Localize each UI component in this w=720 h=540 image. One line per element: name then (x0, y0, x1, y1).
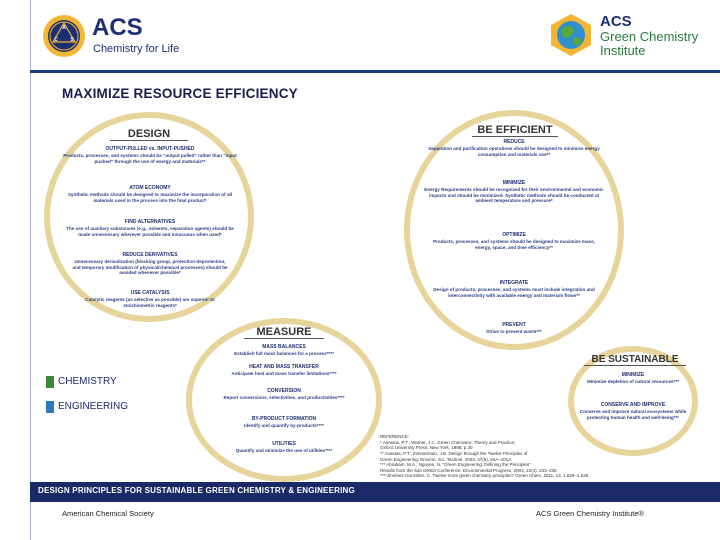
svg-text:A: A (62, 25, 66, 31)
item-text: Separation and purification operations should be designed to minimize energy consumption and materials use** (428, 146, 600, 157)
reference-line: ** Anastas, P.T.; Zimmerman, J.B. Design through the Twelve Principles of (380, 450, 528, 456)
measure-heading: MEASURE (244, 326, 324, 339)
item-subheading: REDUCE (503, 139, 525, 145)
poster-bottom-title: DESIGN PRINCIPLES FOR SUSTAINABLE GREEN CHEMISTRY & ENGINEERING (38, 486, 355, 495)
item-text: Minimize depletion of natural resources*** (587, 379, 679, 384)
legend-engineering-label: ENGINEERING (58, 401, 129, 412)
item-subheading: CONVERSION (267, 388, 301, 394)
reference-line: * Anastas, P.T.; Warner, J.C. Green Chemistry: Theory and Practice; (380, 439, 516, 445)
acs-seal-icon (42, 14, 86, 58)
reference-line: *** Abraham, M.A.; Nguyen, N. “Green Engineering: Defining the Principles” (380, 462, 531, 468)
item-subheading: BY-PRODUCT FORMATION (251, 416, 317, 422)
item-text: Quantify and minimize the use of utilities**** (235, 448, 333, 453)
gci-logo (548, 12, 718, 62)
item-subheading: OUTPUT-PULLED vs. INPUT-PUSHED (105, 146, 195, 152)
acs-logo-tagline: Chemistry for Life (93, 43, 180, 55)
item-subheading: CONSERVE AND IMPROVE (600, 402, 666, 408)
poster-top-band (30, 70, 720, 73)
item-subheading: USE CATALYSIS (130, 290, 170, 296)
left-rule (30, 0, 31, 540)
item-subheading: MASS BALANCES (262, 344, 306, 350)
svg-text:C: C (54, 37, 58, 43)
item-text: Strive to prevent waste*** (486, 329, 542, 334)
gci-logo-line2: Institute (600, 43, 646, 58)
item-text: Catalytic reagents (as selective as possible) are superior to stoichiometric reagents* (85, 297, 215, 308)
poster-title: MAXIMIZE RESOURCE EFFICIENCY (62, 86, 298, 101)
item-text: Identify and quantify by-products**** (244, 423, 324, 428)
item-text: Conserve and improve natural ecosystems while protecting human health and well-being*** (579, 409, 687, 420)
item-subheading: ATOM ECONOMY (129, 185, 171, 191)
reference-line: REFERENCE: (380, 434, 410, 439)
gci-logo-acs: ACS (600, 13, 632, 30)
reference-line: ****Jiménez-González, C. Twelve more green chemistry principles? Green Chem. 2011, 13, 1,629–1,635. (380, 473, 590, 479)
legend-engineering-swatch (46, 401, 54, 413)
item-text: Anticipate heat and mass transfer limitations**** (231, 371, 337, 376)
item-text: Design of products, processes, and systems must include integration and interconnectivity with available energy and materials flows** (433, 287, 595, 298)
item-text: Products, processes, and systems should be designed to maximize mass, energy, space, and time efficiency** (433, 239, 595, 250)
legend-chemistry-swatch (46, 376, 54, 388)
references (380, 434, 710, 479)
item-subheading: OPTIMIZE (502, 232, 526, 238)
item-text: The use of auxiliary substances (e.g., solvents, separation agents) should be made unnecessary wherever possible and innocuous when used* (66, 226, 234, 237)
reference-line: Results from the San Destin Conference. Environmental Progress, 2003, 22(4), 233–236 (380, 467, 557, 473)
globe-icon (548, 12, 594, 58)
item-subheading: PREVENT (502, 322, 526, 328)
item-text: Energy Requirements should be recognized for their environmental and economic impacts and should be minimized. Synthetic methods should be conducted at ambient temperature and pressure* (424, 187, 604, 204)
item-subheading: FIND ALTERNATIVES (124, 219, 176, 225)
footer-left: American Chemical Society (62, 509, 154, 518)
legend-chemistry-label: CHEMISTRY (58, 376, 117, 387)
acs-logo-title: ACS (92, 14, 143, 41)
item-subheading: REDUCE DERIVATIVES (122, 252, 178, 258)
footer-right: ACS Green Chemistry Institute® (536, 509, 645, 518)
reference-line: Oxford University Press: New York, 1998; p 30 (380, 445, 473, 451)
item-text: Synthetic methods should be designed to maximize the incorporation of all materials used in the process into the final product* (67, 192, 233, 203)
efficient-heading: BE EFFICIENT (472, 124, 558, 137)
acs-logo (42, 14, 192, 60)
item-subheading: INTEGRATE (499, 280, 529, 286)
item-subheading: UTILITIES (272, 441, 296, 447)
svg-text:S: S (70, 37, 74, 43)
gci-logo-line1: Green Chemistry (600, 29, 699, 44)
item-text: Products, processes, and systems should be “output pulled” rather than “input pushed” through the use of energy and materials** (63, 153, 237, 164)
item-subheading: HEAT AND MASS TRANSFER (249, 364, 319, 370)
item-text: Report conversions, selectivities, and productivities**** (223, 395, 345, 400)
sustainable-heading: BE SUSTAINABLE (584, 354, 686, 366)
reference-line: Green Engineering. Environ. Sci. Technol. 2003, 37(5), 94A–101A. (380, 456, 513, 462)
item-subheading: MINIMIZE (621, 372, 645, 378)
item-text: Establish full mass balances for a process**** (234, 351, 334, 356)
design-heading: DESIGN (110, 128, 188, 141)
item-subheading: MINIMIZE (502, 180, 526, 186)
item-text: Unnecessary derivatization (blocking group, protection-deprotection, and temporary modification of physical/chemical processes) should be avoided whenever possible* (72, 259, 228, 276)
